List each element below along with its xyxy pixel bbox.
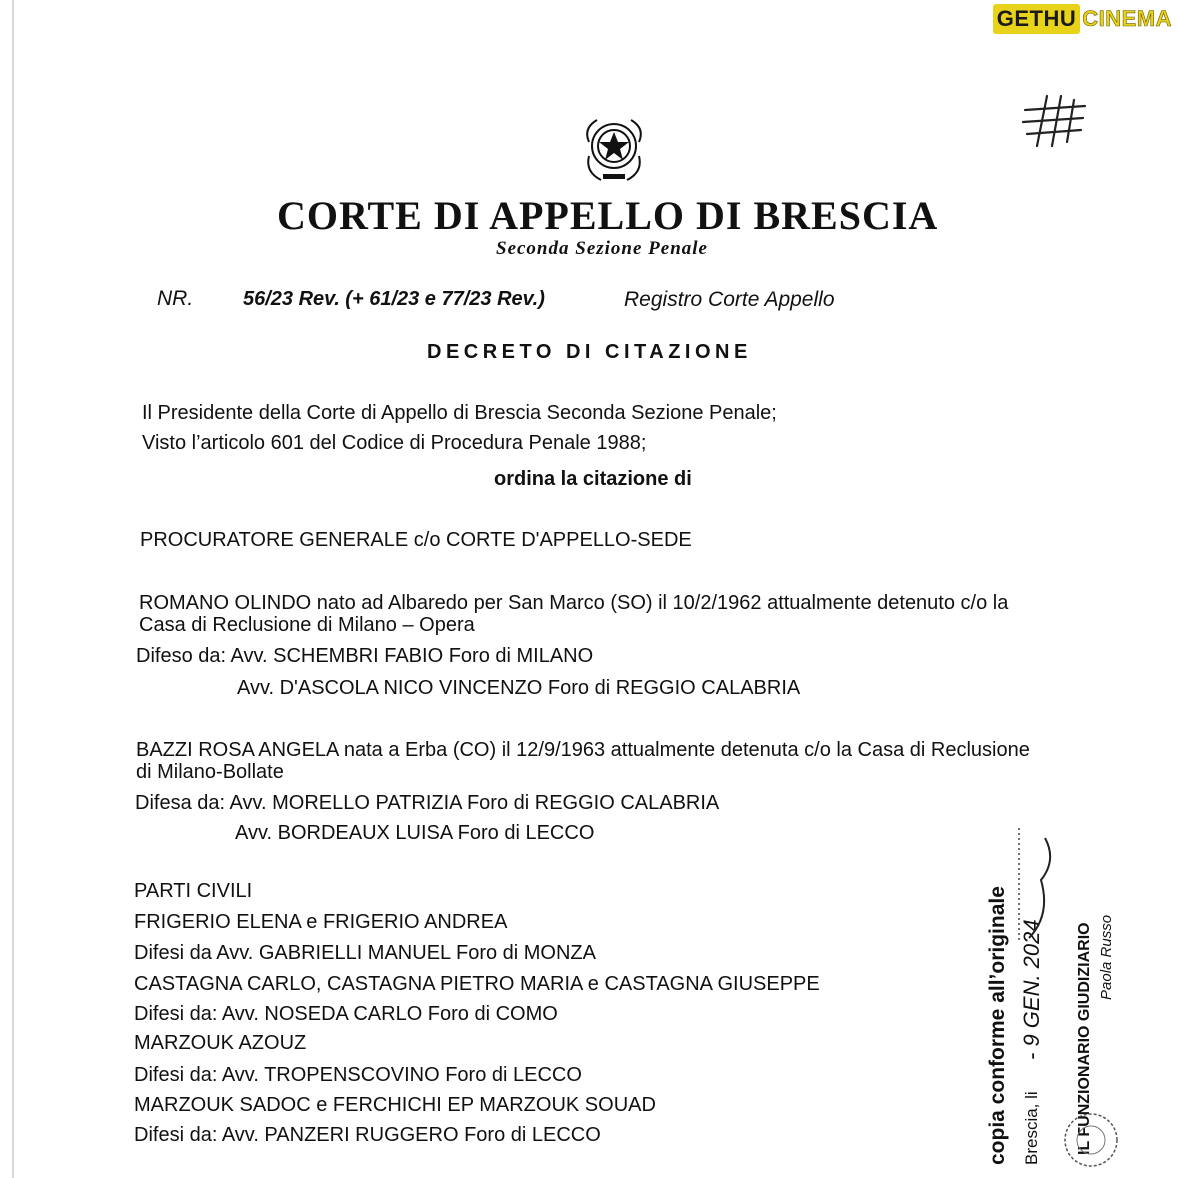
procuratore-line: PROCURATORE GENERALE c/o CORTE D'APPELLO-SEDE — [140, 529, 692, 551]
preamble-line: Visto l’articolo 601 del Codice di Procedura Penale 1988; — [142, 432, 647, 454]
defendant-line: BAZZI ROSA ANGELA nata a Erba (CO) il 12/9/1963 attualmente detenuta c/o la Casa di Reclusione — [136, 739, 1030, 761]
defense-line: Avv. BORDEAUX LUISA Foro di LECCO — [235, 822, 595, 844]
stamp-date: - 9 GEN. 2024 — [1019, 919, 1044, 1060]
certification-stamp — [979, 820, 1129, 1170]
civil-party-line: CASTAGNA CARLO, CASTAGNA PIETRO MARIA e CASTAGNA GIUSEPPE — [134, 973, 820, 995]
italian-republic-emblem-icon — [579, 112, 649, 186]
section-subtitle: Seconda Sezione Penale — [496, 238, 708, 259]
stamp-certification: copia conforme all’originale — [986, 886, 1009, 1165]
civil-party-line: FRIGERIO ELENA e FRIGERIO ANDREA — [134, 911, 508, 933]
civil-party-line: MARZOUK SADOC e FERCHICHI EP MARZOUK SOUAD — [134, 1094, 656, 1116]
civil-party-line: Difesi da Avv. GABRIELLI MANUEL Foro di MONZA — [134, 942, 596, 964]
civil-party-line: Difesi da: Avv. NOSEDA CARLO Foro di COMO — [134, 1003, 558, 1025]
watermark-part1: GETHU — [993, 4, 1081, 34]
watermark-part2: CINEMA — [1082, 6, 1172, 31]
registry-number: 56/23 Rev. (+ 61/23 e 77/23 Rev.) — [243, 288, 545, 310]
court-title: CORTE DI APPELLO DI BRESCIA — [277, 193, 939, 238]
defendant-line: di Milano-Bollate — [136, 761, 284, 783]
civil-party-line: Difesi da: Avv. PANZERI RUGGERO Foro di LECCO — [134, 1124, 601, 1146]
preamble-line: Il Presidente della Corte di Appello di Brescia Seconda Sezione Penale; — [142, 402, 777, 424]
defense-line: Difeso da: Avv. SCHEMBRI FABIO Foro di MILANO — [136, 645, 594, 667]
defendant-line: Casa di Reclusione di Milano – Opera — [139, 614, 475, 636]
watermark-logo — [993, 4, 1172, 34]
hash-mark-icon — [1019, 92, 1089, 150]
document-page — [12, 0, 1178, 1178]
order-line: ordina la citazione di — [494, 468, 692, 490]
stamp-officer-name: Paola Russo — [1098, 914, 1115, 1000]
civil-party-line: MARZOUK AZOUZ — [134, 1032, 307, 1054]
civil-party-line: Difesi da: Avv. TROPENSCOVINO Foro di LECCO — [134, 1064, 582, 1086]
defense-line: Avv. D'ASCOLA NICO VINCENZO Foro di REGGIO CALABRIA — [237, 677, 801, 699]
stamp-place: Brescia, li — [1022, 1091, 1041, 1165]
defendant-line: ROMANO OLINDO nato ad Albaredo per San Marco (SO) il 10/2/1962 attualmente detenuto c/o la — [139, 592, 1009, 614]
registry-name: Registro Corte Appello — [624, 288, 835, 311]
civil-parties-heading: PARTI CIVILI — [134, 880, 253, 902]
stamp-officer-title: IL FUNZIONARIO GIUDIZIARIO — [1076, 922, 1093, 1155]
defense-line: Difesa da: Avv. MORELLO PATRIZIA Foro di REGGIO CALABRIA — [135, 792, 720, 814]
registry-label: NR. — [157, 287, 194, 310]
document-type-heading: DECRETO DI CITAZIONE — [427, 341, 752, 363]
